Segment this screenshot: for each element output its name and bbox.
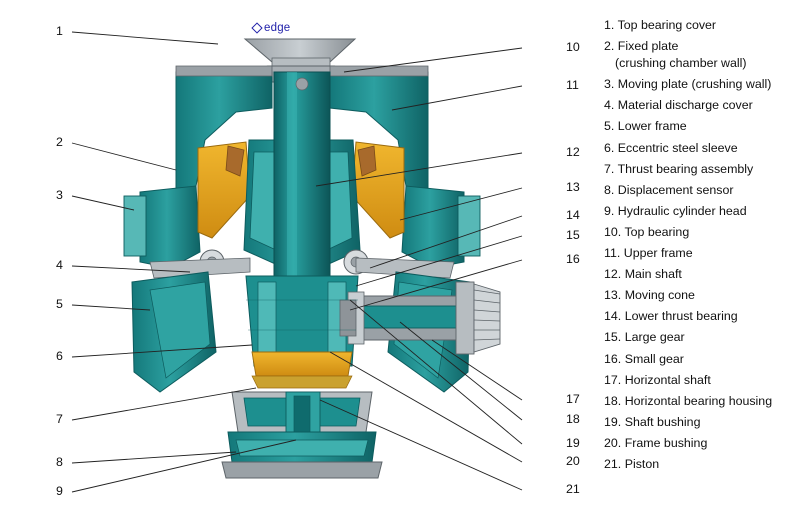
legend-num-12: 12.	[604, 267, 622, 282]
legend-item-21	[604, 457, 800, 472]
callout-7: 7	[56, 412, 63, 426]
legend-item-4	[604, 98, 800, 113]
legend-item-19	[604, 415, 800, 430]
edge-label-text: edge	[264, 22, 291, 34]
legend-label-4: Material discharge cover	[617, 98, 753, 113]
legend-item-9	[604, 204, 800, 219]
callout-18: 18	[566, 412, 580, 426]
callout-8: 8	[56, 455, 63, 469]
legend-label-16: Small gear	[624, 351, 684, 366]
legend-item-18	[604, 394, 800, 409]
legend-label-17: Horizontal shaft	[624, 372, 711, 387]
legend-num-3: 3.	[604, 77, 615, 92]
callout-5: 5	[56, 297, 63, 311]
legend-item-12	[604, 267, 800, 282]
legend-label-8: Displacement sensor	[617, 182, 734, 197]
legend-item-16	[604, 352, 800, 367]
legend-num-5: 5.	[604, 119, 615, 134]
callout-16: 16	[566, 252, 580, 266]
legend-label-13: Moving cone	[624, 288, 695, 303]
legend-item-14	[604, 309, 800, 324]
callout-19: 19	[566, 436, 580, 450]
legend-label-20: Frame bushing	[624, 435, 708, 450]
legend-item-5	[604, 119, 800, 134]
callout-14: 14	[566, 208, 580, 222]
callout-20: 20	[566, 454, 580, 468]
legend-item-17	[604, 373, 800, 388]
legend-label-12: Main shaft	[624, 267, 682, 282]
legend-label-3: Moving plate (crushing wall)	[617, 77, 772, 92]
legend-item-10	[604, 225, 800, 240]
legend-num-14: 14.	[604, 309, 622, 324]
legend-label-11: Upper frame	[623, 246, 693, 261]
legend-num-17: 17.	[604, 372, 622, 387]
legend-num-1: 1.	[604, 18, 615, 32]
legend-label-10: Top bearing	[624, 224, 690, 239]
legend-num-15: 15.	[604, 330, 622, 345]
legend-item-7	[604, 162, 800, 177]
legend-num-9: 9.	[604, 203, 615, 218]
legend-num-6: 6.	[604, 140, 615, 155]
legend-item-1	[604, 18, 800, 33]
legend-num-20: 20.	[604, 435, 622, 450]
legend-num-8: 8.	[604, 182, 615, 197]
legend-label-19: Shaft bushing	[624, 414, 701, 429]
callout-11: 11	[566, 78, 579, 92]
legend-num-19: 19.	[604, 414, 622, 429]
legend-num-18: 18.	[604, 393, 622, 408]
callout-12: 12	[566, 145, 580, 159]
callout-10: 10	[566, 40, 580, 54]
legend-sub-2: (crushing chamber wall)	[615, 56, 747, 71]
callout-15: 15	[566, 228, 580, 242]
callout-3: 3	[56, 188, 63, 202]
legend-item-13	[604, 288, 800, 303]
callout-9: 9	[56, 484, 63, 498]
callout-6: 6	[56, 349, 63, 363]
legend-num-2: 2.	[604, 39, 615, 54]
legend-num-4: 4.	[604, 98, 615, 113]
callout-2: 2	[56, 135, 63, 149]
callout-17: 17	[566, 392, 580, 406]
legend-num-13: 13.	[604, 288, 622, 303]
legend-label-15: Large gear	[624, 330, 685, 345]
edge-marker-label	[253, 22, 290, 34]
legend-label-21: Piston	[624, 456, 660, 471]
legend-item-11	[604, 246, 800, 261]
legend-num-16: 16.	[604, 351, 622, 366]
legend-label-9: Hydraulic cylinder head	[617, 203, 747, 218]
callout-13: 13	[566, 180, 580, 194]
legend-num-10: 10.	[604, 224, 622, 239]
legend-list	[604, 18, 800, 478]
legend-item-6	[604, 141, 800, 156]
callout-1: 1	[56, 24, 63, 38]
legend-item-3	[604, 77, 800, 92]
legend-label-7: Thrust bearing assembly	[617, 161, 754, 176]
legend-label-1: Top bearing cover	[617, 18, 717, 32]
legend-num-11: 11.	[604, 246, 621, 261]
legend-item-20	[604, 436, 800, 451]
legend-label-18: Horizontal bearing housing	[624, 393, 773, 408]
legend-label-5: Lower frame	[617, 119, 687, 134]
legend-item-8	[604, 183, 800, 198]
callout-21: 21	[566, 482, 580, 496]
diamond-icon	[251, 22, 262, 33]
legend-item-15	[604, 330, 800, 345]
legend-num-7: 7.	[604, 161, 615, 176]
legend-label-6: Eccentric steel sleeve	[617, 140, 738, 155]
callout-4: 4	[56, 258, 63, 272]
legend-item-2	[604, 39, 800, 54]
legend-label-2: Fixed plate	[617, 39, 679, 54]
legend-num-21: 21.	[604, 456, 622, 471]
legend-label-14: Lower thrust bearing	[624, 309, 738, 324]
